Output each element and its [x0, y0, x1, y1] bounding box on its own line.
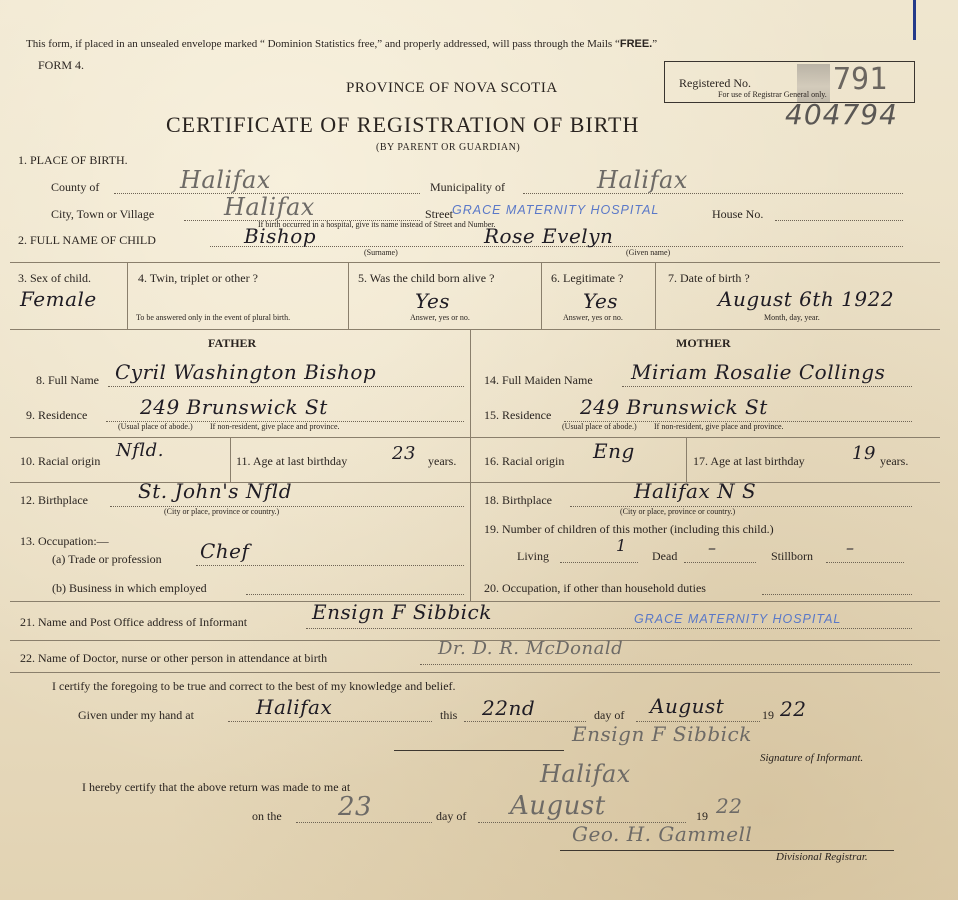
father-name-label: 8. Full Name [36, 373, 99, 387]
father-residence-value: 249 Brunswick St [140, 395, 328, 419]
county-value: Halifax [180, 166, 271, 194]
stillborn-line [826, 562, 904, 563]
return-year-value: 22 [716, 794, 743, 818]
mother-name-line [622, 386, 912, 387]
on-the-label: on the [252, 809, 282, 823]
mother-heading: MOTHER [676, 336, 731, 350]
divider-3 [127, 262, 128, 329]
surname-caption: (Surname) [364, 248, 398, 257]
divider-4 [348, 262, 349, 329]
mother-birthplace-caption: (City or place, province or country.) [620, 507, 736, 516]
registrar-note: For use of Registrar General only. [718, 90, 827, 99]
year-prefix: 19 [762, 708, 774, 722]
this-label: this [440, 708, 458, 722]
month-value: August [650, 694, 725, 718]
sex-value: Female [20, 287, 97, 311]
informant-name-value: Ensign F Sibbick [312, 600, 492, 624]
dead-line [684, 562, 756, 563]
notice-free: FREE. [619, 38, 653, 50]
rule-racial-top [10, 437, 940, 438]
signature-rule [394, 750, 564, 751]
alive-value: Yes [415, 289, 451, 313]
handwritten-reg-number: 404794 [785, 98, 898, 131]
father-name-line [108, 386, 464, 387]
children-count-label: 19. Number of children of this mother (including this child.) [484, 522, 774, 536]
living-line [560, 562, 638, 563]
city-value: Halifax [224, 193, 315, 221]
page-subtitle: (BY PARENT OR GUARDIAN) [376, 142, 521, 153]
informant-address-stamp: GRACE MATERNITY HOSPITAL [634, 612, 842, 626]
stillborn-label: Stillborn [771, 549, 814, 563]
mother-residence-note: If non-resident, give place and province. [654, 422, 784, 431]
informant-line [306, 628, 912, 629]
divider-6 [655, 262, 656, 329]
mother-birthplace-value: Halifax N S [634, 479, 757, 503]
father-residence-caption: (Usual place of abode.) [118, 422, 193, 431]
year-value: 22 [780, 697, 807, 721]
street-value-stamp: GRACE MATERNITY HOSPITAL [452, 203, 660, 217]
father-racial-value: Nfld. [116, 440, 164, 461]
registrar-caption: Divisional Registrar. [776, 851, 868, 863]
house-label: House No. [712, 207, 764, 221]
signature-caption: Signature of Informant. [760, 752, 864, 764]
certify-text: I certify the foregoing to be true and correct to the best of my knowledge and belief. [52, 679, 456, 693]
trade-line [196, 565, 464, 566]
return-place-value: Halifax [540, 760, 631, 788]
notice-suffix: ” [652, 38, 658, 50]
mother-name-label: 14. Full Maiden Name [484, 373, 593, 387]
alive-label: 5. Was the child born alive ? [358, 271, 495, 285]
father-residence-note: If non-resident, give place and province. [210, 422, 340, 431]
attendant-line [420, 664, 912, 665]
father-age-label: 11. Age at last birthday [236, 454, 348, 468]
attendant-label: 22. Name of Doctor, nurse or other person in attendance at birth [20, 651, 328, 665]
attendant-value: Dr. D. R. McDonald [438, 638, 624, 659]
mother-occupation-line [762, 594, 912, 595]
business-label: (b) Business in which employed [52, 581, 207, 595]
dob-value: August 6th 1922 [718, 287, 895, 311]
legitimate-value: Yes [583, 289, 619, 313]
row-bottom-rule [10, 329, 940, 330]
child-given-value: Rose Evelyn [484, 224, 614, 248]
given-caption: (Given name) [626, 248, 671, 257]
place-of-birth-heading: 1. PLACE OF BIRTH. [18, 153, 128, 167]
trade-value: Chef [200, 539, 250, 563]
father-age-value: 23 [392, 443, 416, 464]
legitimate-label: 6. Legitimate ? [551, 271, 624, 285]
given-place-line [228, 721, 432, 722]
registered-number: 791 [833, 62, 888, 97]
mother-residence-caption: (Usual place of abode.) [562, 422, 637, 431]
return-year-prefix: 19 [696, 809, 708, 823]
father-residence-label: 9. Residence [26, 408, 88, 422]
return-day-of-label: day of [436, 809, 467, 823]
day-line [464, 721, 586, 722]
business-line [246, 594, 464, 595]
center-divider [470, 329, 471, 601]
alive-caption: Answer, yes or no. [410, 313, 470, 322]
father-heading: FATHER [208, 336, 257, 350]
municipality-value: Halifax [597, 166, 688, 194]
mother-age-label: 17. Age at last birthday [693, 454, 805, 468]
ink-mark [913, 0, 916, 40]
mother-birthplace-label: 18. Birthplace [484, 493, 552, 507]
mother-residence-value: 249 Brunswick St [580, 395, 768, 419]
father-birthplace-value: St. John's Nfld [138, 479, 292, 503]
trade-label: (a) Trade or profession [52, 552, 162, 566]
father-name-value: Cyril Washington Bishop [115, 360, 377, 384]
mother-racial-label: 16. Racial origin [484, 454, 565, 468]
mother-occupation-label: 20. Occupation, if other than household duties [484, 581, 706, 595]
father-birthplace-caption: (City or place, province or country.) [164, 507, 280, 516]
mother-racial-value: Eng [593, 439, 635, 463]
dob-label: 7. Date of birth ? [668, 271, 750, 285]
father-racial-label: 10. Racial origin [20, 454, 101, 468]
informant-signature: Ensign F Sibbick [572, 722, 752, 746]
father-birthplace-label: 12. Birthplace [20, 493, 88, 507]
return-month-value: August [510, 791, 606, 821]
given-label: Given under my hand at [78, 708, 194, 722]
mother-residence-label: 15. Residence [484, 408, 552, 422]
row-top-rule [10, 262, 940, 263]
divider-5 [541, 262, 542, 329]
registrar-signature: Geo. H. Gammell [572, 822, 753, 846]
house-line [775, 220, 903, 221]
living-value: 1 [616, 536, 627, 555]
twin-label: 4. Twin, triplet or other ? [138, 271, 258, 285]
child-surname-value: Bishop [244, 224, 317, 248]
dob-caption: Month, day, year. [764, 313, 820, 322]
county-label: County of [51, 180, 100, 194]
province-heading: PROVINCE OF NOVA SCOTIA [346, 80, 558, 96]
child-name-label: 2. FULL NAME OF CHILD [18, 233, 156, 247]
twin-note: To be answered only in the event of plural birth. [136, 313, 291, 322]
legitimate-caption: Answer, yes or no. [563, 313, 623, 322]
page-title: CERTIFICATE OF REGISTRATION OF BIRTH [166, 112, 640, 137]
dead-value: – [708, 538, 717, 557]
return-label: I hereby certify that the above return was made to me at [82, 780, 351, 794]
day-value: 22nd [482, 696, 536, 720]
rule-attendant-bottom [10, 672, 940, 673]
stillborn-value: – [846, 538, 855, 557]
father-racial-divider [230, 437, 231, 482]
return-day-value: 23 [338, 792, 373, 822]
living-label: Living [517, 549, 549, 563]
registered-label: Registered No. [679, 76, 751, 90]
municipality-label: Municipality of [430, 180, 505, 194]
dead-label: Dead [652, 549, 678, 563]
occupation-label: 13. Occupation:— [20, 534, 109, 548]
postal-notice [26, 38, 657, 50]
informant-label: 21. Name and Post Office address of Informant [20, 615, 248, 629]
form-number: FORM 4. [38, 58, 85, 72]
mother-name-value: Miriam Rosalie Collings [631, 360, 886, 384]
hospital-note: If birth occurred in a hospital, give its name instead of Street and Number. [258, 220, 496, 229]
mother-age-value: 19 [852, 443, 876, 464]
street-label: Street [425, 207, 453, 221]
notice-prefix: This form, if placed in an unsealed envelope marked “ Dominion Statistics free,” and properly addressed, will pass through the Mails “ [26, 38, 620, 50]
given-place-value: Halifax [256, 695, 333, 719]
municipality-line [523, 193, 903, 194]
mother-racial-divider [686, 437, 687, 482]
mother-years: years. [880, 454, 909, 468]
return-day-line [296, 822, 432, 823]
sex-label: 3. Sex of child. [18, 271, 91, 285]
city-label: City, Town or Village [51, 207, 155, 221]
father-years: years. [428, 454, 457, 468]
day-of-label: day of [594, 708, 625, 722]
